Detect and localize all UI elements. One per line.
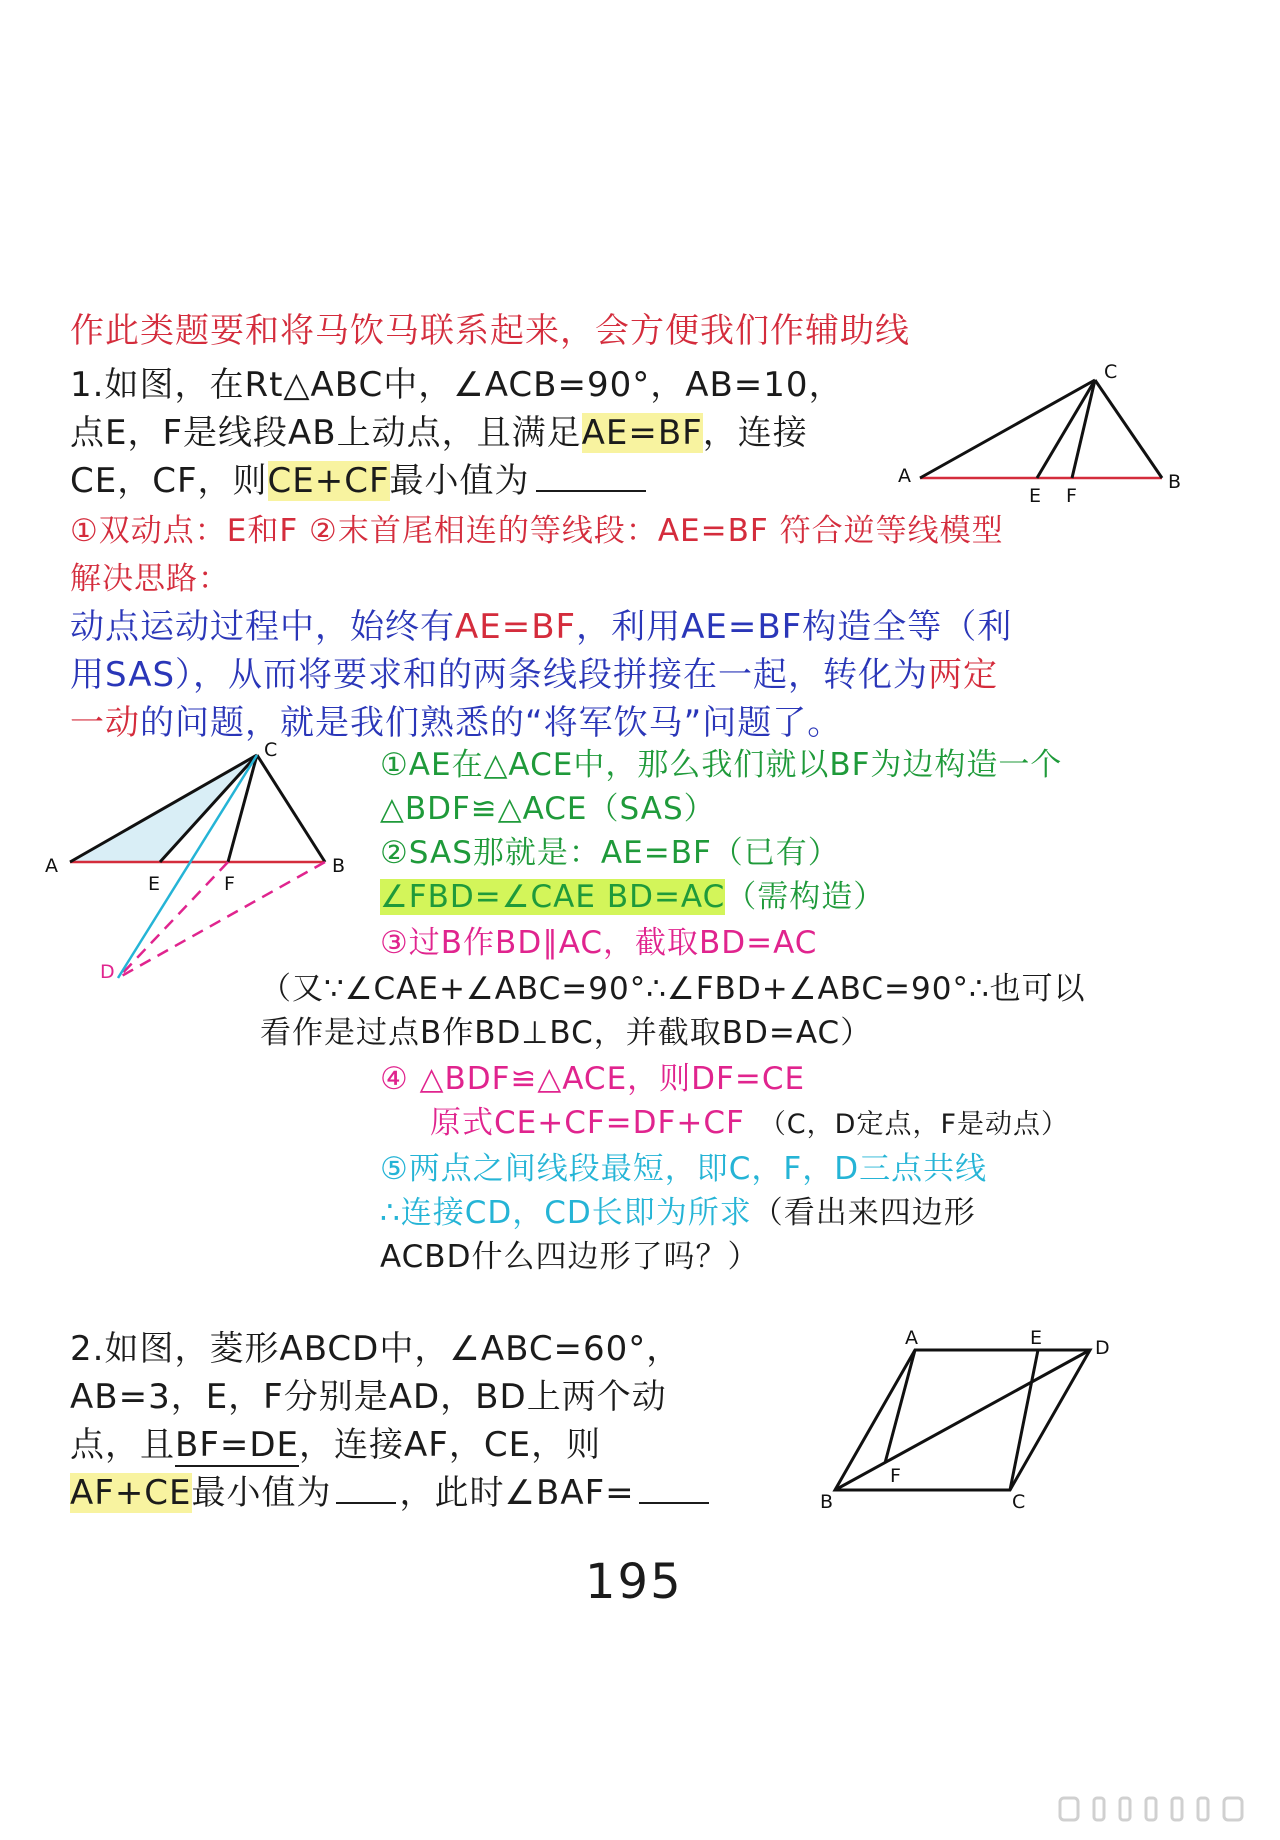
step4-line1: ④ △BDF≌△ACE，则DF=CE <box>380 1061 806 1097</box>
q2-line4 <box>70 1474 709 1513</box>
segment-af <box>885 1350 915 1463</box>
q1-line3-highlight: CE+CF <box>267 461 390 501</box>
q2-line4-highlight: AF+CE <box>70 1473 192 1513</box>
step1-line1: ①AE在△ACE中，那么我们就以BF为边构造一个 <box>380 747 1063 783</box>
label-e: E <box>148 873 161 895</box>
q1-line1: 1.如图，在Rt△ABC中，∠ACB=90°，AB=10， <box>70 365 844 405</box>
label-f: F <box>890 1465 901 1487</box>
approach-l1-red2: AE=BF <box>681 607 803 647</box>
approach-l1-c: 构造全等（利 <box>802 607 1013 647</box>
approach-l1-red1: AE=BF <box>455 607 577 647</box>
label-b: B <box>332 855 346 877</box>
segment-cf <box>1072 380 1095 478</box>
approach-l2-red: 两定 <box>928 655 999 695</box>
label-f: F <box>1066 485 1077 507</box>
label-e: E <box>1030 1327 1043 1349</box>
label-a: A <box>45 855 58 877</box>
q1-line3-a: CE，CF，则 <box>70 461 268 501</box>
q2-line4-b: ，此时∠BAF= <box>399 1473 635 1513</box>
answer-blank <box>536 489 646 492</box>
page-number: 195 <box>585 1554 683 1610</box>
header-note: 作此类题要和将马饮马联系起来，会方便我们作辅助线 <box>70 311 910 351</box>
label-e: E <box>1029 485 1042 507</box>
figure-triangle-1 <box>890 360 1190 507</box>
step4-formula: 原式CE+CF=DF+CF <box>430 1105 745 1141</box>
figure-rhombus <box>820 1320 1120 1513</box>
q2-line1: 2.如图，菱形ABCD中，∠ABC=60°， <box>70 1329 682 1369</box>
label-c: C <box>1104 361 1118 383</box>
answer-blank-1 <box>336 1501 396 1504</box>
label-b: B <box>820 1491 834 1513</box>
segment-ac <box>920 380 1095 478</box>
segment-cb <box>257 755 325 862</box>
scroll-marks <box>1060 1790 1260 1830</box>
analysis-line2: 解决思路： <box>70 561 230 597</box>
q2-line4-a: 最小值为 <box>191 1473 332 1513</box>
proof-line2: 看作是过点B作BD⊥BC，并截取BD=AC） <box>260 1015 873 1051</box>
step5-conclusion: ∴连接CD，CD长即为所求 <box>380 1195 752 1231</box>
approach-l2-a: 用SAS），从而将要求和的两条线段拼接在一起，转化为 <box>70 655 929 695</box>
approach-line1 <box>70 608 1012 647</box>
q1-line3 <box>70 462 646 501</box>
q1-line2-b: ，连接 <box>702 413 808 453</box>
segment-ce <box>1010 1350 1038 1490</box>
q2-line3-b: ，连接AF，CE，则 <box>299 1425 602 1465</box>
answer-blank-2 <box>639 1501 709 1504</box>
q1-line3-b: 最小值为 <box>389 461 530 501</box>
proof-line1: （又∵∠CAE+∠ABC=90°∴∠FBD+∠ABC=90°∴也可以 <box>260 971 1086 1007</box>
step5-line2 <box>380 1196 976 1232</box>
step4-line2 <box>430 1106 1069 1142</box>
approach-l3-red: 一动 <box>70 703 140 743</box>
label-d: D <box>100 961 115 983</box>
step2-line1: ②SAS那就是：AE=BF（已有） <box>380 835 840 871</box>
segment-fd <box>118 862 228 978</box>
step5-line3: ACBD什么四边形了吗？） <box>380 1239 760 1275</box>
label-f: F <box>224 873 235 895</box>
approach-l1-a: 动点运动过程中，始终有 <box>70 607 455 647</box>
step2-line2 <box>380 880 885 916</box>
step2-highlight: ∠FBD=∠CAE BD=AC <box>380 879 726 915</box>
approach-l3-b: 的问题，就是我们熟悉的“将军饮马”问题了。 <box>140 703 843 743</box>
label-c: C <box>1012 1491 1026 1513</box>
label-d: D <box>1095 1337 1110 1359</box>
approach-l1-b: ，利用 <box>576 607 682 647</box>
q2-line2: AB=3，E，F分别是AD，BD上两个动 <box>70 1377 667 1417</box>
step2-tail: （需构造） <box>725 879 886 915</box>
segment-cb <box>1095 380 1162 478</box>
step5-line1: ⑤两点之间线段最短，即C，F，D三点共线 <box>380 1151 988 1187</box>
label-a: A <box>898 465 911 487</box>
figure-construction <box>40 739 360 983</box>
q2-line3-underline: BF=DE <box>175 1425 300 1465</box>
step5-question: （看出来四边形 <box>751 1195 976 1231</box>
q1-line2-a: 点E，F是线段AB上动点，且满足 <box>70 413 582 453</box>
diagonal-bd <box>835 1350 1090 1490</box>
q1-line2-highlight: AE=BF <box>581 413 703 453</box>
approach-line2 <box>70 656 998 695</box>
label-a: A <box>905 1327 918 1349</box>
label-b: B <box>1168 471 1182 493</box>
approach-line3 <box>70 704 842 743</box>
label-c: C <box>264 739 278 761</box>
segment-cd <box>118 755 257 978</box>
analysis-line1: ①双动点：E和F ②末首尾相连的等线段：AE=BF 符合逆等线模型 <box>70 513 1004 549</box>
q1-line2 <box>70 414 808 453</box>
step4-note: （C，D定点，F是动点） <box>758 1109 1069 1140</box>
step3: ③过B作BD∥AC，截取BD=AC <box>380 925 818 961</box>
q2-line3-a: 点，且 <box>70 1425 175 1465</box>
step1-line2: △BDF≌△ACE（SAS） <box>380 791 716 827</box>
q2-line3 <box>70 1426 601 1465</box>
